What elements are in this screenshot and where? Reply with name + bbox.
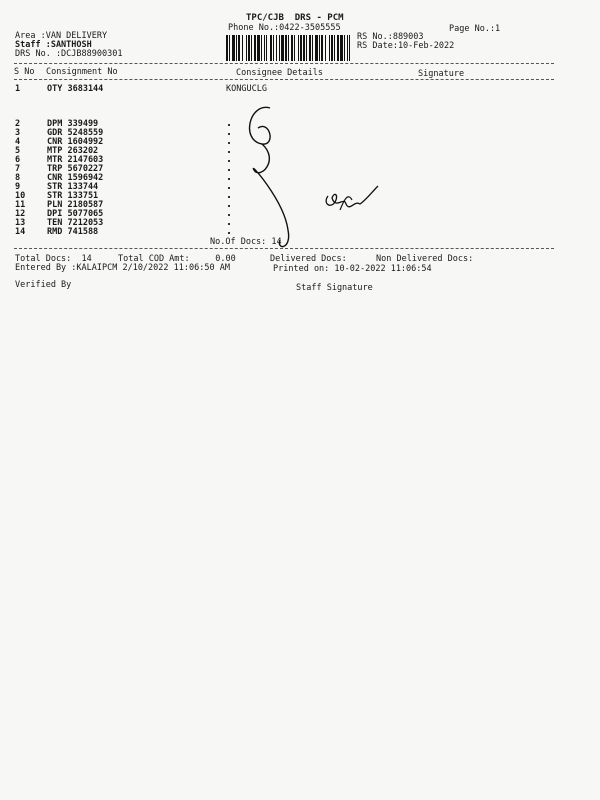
phone-number: Phone No.:0422-3505555 xyxy=(228,23,341,33)
consignment-number: OTY 3683144 xyxy=(47,84,104,94)
total-cod-amount: Total COD Amt: 0.00 xyxy=(118,254,236,264)
dot-mark xyxy=(228,160,230,162)
col-consignee: Consignee Details xyxy=(236,68,323,78)
dot-mark xyxy=(228,151,230,153)
divider xyxy=(14,79,554,80)
serial-number: 13 xyxy=(15,218,26,228)
dot-mark xyxy=(228,196,230,198)
col-sno: S No xyxy=(14,67,35,77)
consignment-number: CNR 1596942 xyxy=(47,173,104,183)
col-consignment: Consignment No xyxy=(46,67,118,77)
entered-by: Entered By :KALAIPCM 2/10/2022 11:06:50 AM xyxy=(15,263,230,273)
consignment-number: DPI 5077065 xyxy=(47,209,104,219)
staff-signature-label: Staff Signature xyxy=(296,283,373,293)
no-of-docs: No.Of Docs: 14 xyxy=(210,237,282,247)
dot-mark xyxy=(228,169,230,171)
dot-mark xyxy=(228,232,230,234)
dot-mark xyxy=(228,214,230,216)
rs-date: RS Date:10-Feb-2022 xyxy=(357,41,455,51)
consignment-number: STR 133751 xyxy=(47,191,99,201)
dot-mark xyxy=(228,205,230,207)
consignment-number: PLN 2180587 xyxy=(47,200,104,210)
serial-number: 9 xyxy=(15,182,21,192)
consignment-number: TRP 5670227 xyxy=(47,164,104,174)
non-delivered-docs: Non Delivered Docs: xyxy=(376,254,474,264)
serial-number: 10 xyxy=(15,191,26,201)
dot-mark xyxy=(228,142,230,144)
rs-number: RS No.:889003 xyxy=(357,32,424,42)
consignment-number: MTP 263202 xyxy=(47,146,99,156)
divider xyxy=(14,63,554,64)
consignment-number: DPM 339499 xyxy=(47,119,99,129)
dot-mark xyxy=(228,124,230,126)
consignment-number: GDR 5248559 xyxy=(47,128,104,138)
dot-mark xyxy=(228,133,230,135)
report-title: TPC/CJB DRS - PCM xyxy=(246,13,344,23)
dot-mark xyxy=(228,223,230,225)
delivered-docs: Delivered Docs: xyxy=(270,254,347,264)
serial-number: 3 xyxy=(15,128,21,138)
dot-mark xyxy=(228,178,230,180)
drs-number: DRS No. :DCJB88900301 xyxy=(15,49,123,59)
serial-number: 5 xyxy=(15,146,21,156)
consignee-name: KONGUCLG xyxy=(226,84,267,94)
serial-number: 7 xyxy=(15,164,21,174)
consignment-number: CNR 1604992 xyxy=(47,137,104,147)
printed-on: Printed on: 10-02-2022 11:06:54 xyxy=(273,264,432,274)
serial-number: 12 xyxy=(15,209,26,219)
serial-number: 8 xyxy=(15,173,21,183)
serial-number: 2 xyxy=(15,119,21,129)
serial-number: 14 xyxy=(15,227,26,237)
barcode xyxy=(226,35,352,61)
consignment-number: TEN 7212053 xyxy=(47,218,104,228)
consignment-number: STR 133744 xyxy=(47,182,99,192)
serial-number: 1 xyxy=(15,84,21,94)
page-number: Page No.:1 xyxy=(449,24,501,34)
consignment-number: MTR 2147603 xyxy=(47,155,104,165)
serial-number: 11 xyxy=(15,200,26,210)
staff-field: Staff :SANTHOSH xyxy=(15,40,92,50)
handwritten-signature xyxy=(240,100,380,260)
total-docs: Total Docs: 14 xyxy=(15,254,92,264)
consignment-number: RMD 741588 xyxy=(47,227,99,237)
divider xyxy=(14,248,554,249)
col-signature: Signature xyxy=(418,69,465,79)
dot-mark xyxy=(228,187,230,189)
area-field: Area :VAN DELIVERY xyxy=(15,31,108,41)
serial-number: 4 xyxy=(15,137,21,147)
verified-by: Verified By xyxy=(15,280,72,290)
serial-number: 6 xyxy=(15,155,21,165)
